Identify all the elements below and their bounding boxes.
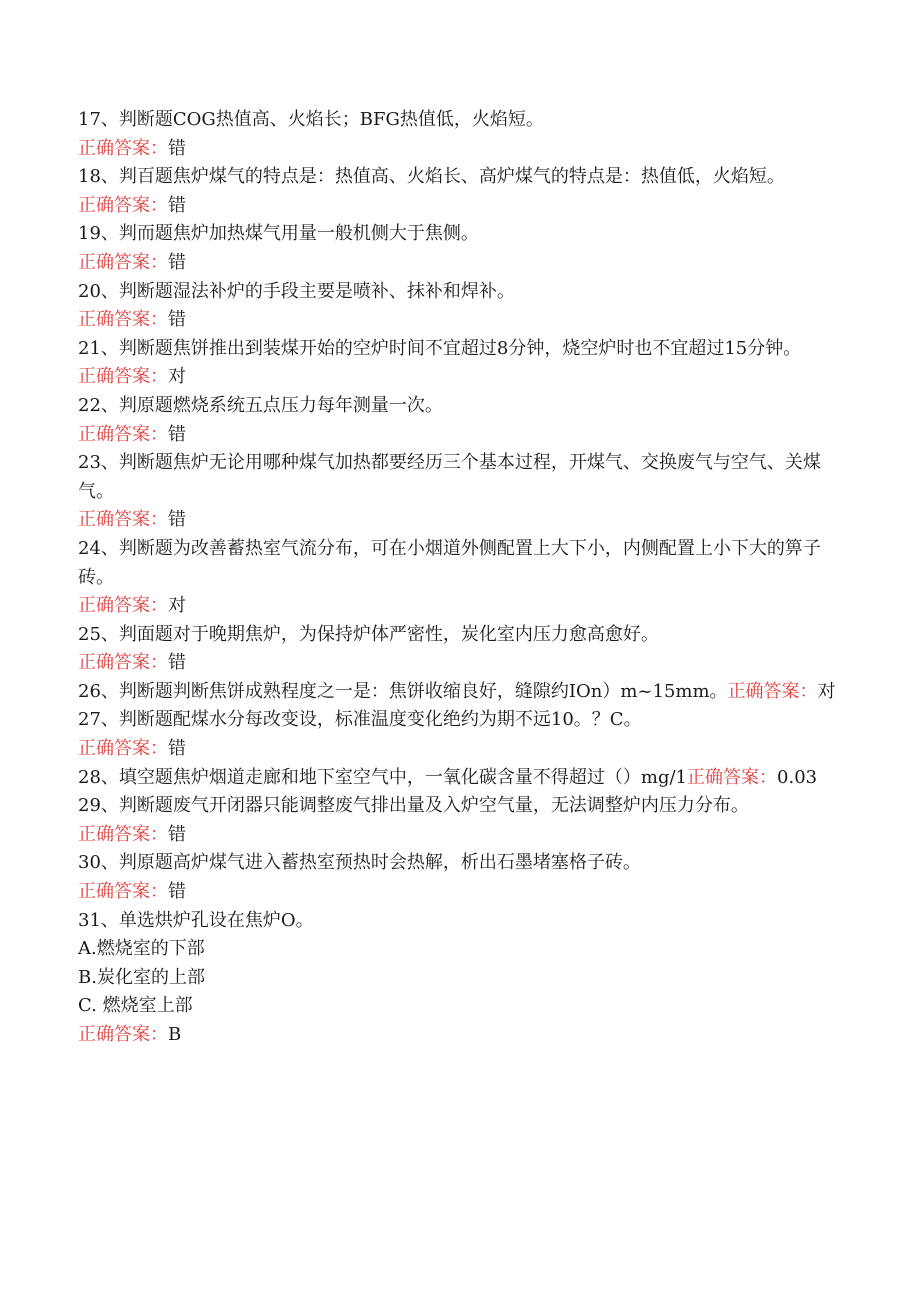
answer-value: B bbox=[168, 1024, 182, 1045]
answer-27 bbox=[78, 735, 840, 764]
question-26-text: 26、判断题判断焦饼成熟程度之一是：焦饼收缩良好，缝隙约IOn）m~15mm。 bbox=[78, 680, 728, 702]
answer-20 bbox=[78, 306, 840, 335]
answer-value: 错 bbox=[168, 652, 186, 674]
answer-label: 正确答案： bbox=[78, 309, 168, 331]
answer-label: 正确答案： bbox=[78, 738, 168, 760]
answer-label: 正确答案： bbox=[78, 137, 168, 159]
question-19: 19、判而题焦炉加热煤气用量一般机侧大于焦侧。 bbox=[78, 223, 479, 245]
answer-value: 错 bbox=[168, 823, 186, 845]
answer-19 bbox=[78, 249, 840, 278]
answer-label: 正确答案： bbox=[78, 823, 168, 845]
question-31: 31、单选烘炉孔设在焦炉O。 bbox=[78, 909, 314, 931]
question-30: 30、判原题高炉煤气进入蓄热室预热时会热解，析出石墨堵塞格子砖。 bbox=[78, 852, 641, 874]
answer-30 bbox=[78, 878, 840, 907]
answer-value: 错 bbox=[168, 423, 186, 445]
question-17: 17、判断题COG热值高、火焰长；BFG热值低，火焰短。 bbox=[78, 109, 544, 130]
answer-29 bbox=[78, 821, 840, 850]
answer-24 bbox=[78, 592, 840, 621]
question-28-text: 28、填空题焦炉烟道走廊和地下室空气中，一氧化碳含量不得超过（）mg/1 bbox=[78, 766, 688, 788]
question-list bbox=[78, 106, 840, 1050]
answer-label: 正确答案： bbox=[78, 251, 168, 273]
option-c: C. 燃烧室上部 bbox=[78, 995, 193, 1017]
question-26 bbox=[78, 678, 840, 707]
answer-label: 正确答案： bbox=[78, 1024, 168, 1045]
question-22: 22、判原题燃烧系统五点压力每年测量一次。 bbox=[78, 394, 443, 416]
answer-25 bbox=[78, 649, 840, 678]
answer-value: 对 bbox=[168, 595, 186, 617]
question-18: 18、判百题焦炉煤气的特点是：热值高、火焰长、高炉煤气的特点是：热值低，火焰短。 bbox=[78, 166, 785, 188]
question-27: 27、判断题配煤水分每改变设，标准温度变化绝约为期不远10。？C。 bbox=[78, 709, 642, 731]
question-28 bbox=[78, 764, 840, 793]
answer-value: 错 bbox=[168, 309, 186, 331]
answer-value: 错 bbox=[168, 509, 186, 531]
answer-value: 错 bbox=[168, 251, 186, 273]
answer-31 bbox=[78, 1021, 840, 1050]
answer-17 bbox=[78, 135, 840, 164]
answer-23 bbox=[78, 506, 840, 535]
question-24: 24、判断题为改善蓄热室气流分布，可在小烟道外侧配置上大下小，内侧配置上小下大的箅子砖。 bbox=[78, 537, 821, 588]
answer-label: 正确答案： bbox=[727, 680, 818, 702]
answer-label: 正确答案： bbox=[78, 509, 168, 531]
answer-label: 正确答案： bbox=[78, 652, 168, 674]
answer-22 bbox=[78, 421, 840, 450]
answer-value: 对 bbox=[168, 366, 186, 388]
answer-value: 错 bbox=[168, 738, 186, 760]
answer-label: 正确答案： bbox=[78, 595, 168, 617]
answer-18 bbox=[78, 192, 840, 221]
question-25: 25、判面题对于晚期焦炉，为保持炉体严密性，炭化室内压力愈高愈好。 bbox=[78, 623, 659, 645]
answer-label: 正确答案： bbox=[78, 423, 168, 445]
answer-value: 对 bbox=[817, 680, 836, 702]
question-23: 23、判断题焦炉无论用哪种煤气加热都要经历三个基本过程，开煤气、交换废气与空气、关煤气。 bbox=[78, 452, 821, 502]
answer-value: 错 bbox=[168, 881, 186, 903]
question-29: 29、判断题废气开闭器只能调整废气排出量及入炉空气量，无法调整炉内压力分布。 bbox=[78, 795, 749, 817]
answer-21 bbox=[78, 363, 840, 392]
question-20: 20、判断题湿法补炉的手段主要是喷补、抹补和焊补。 bbox=[78, 280, 515, 302]
answer-label: 正确答案： bbox=[78, 366, 168, 388]
answer-value: 0.03 bbox=[777, 766, 818, 788]
answer-label: 正确答案： bbox=[78, 881, 168, 903]
answer-value: 错 bbox=[168, 137, 186, 159]
option-a: A.燃烧室的下部 bbox=[78, 938, 205, 960]
answer-label: 正确答案： bbox=[78, 194, 168, 216]
answer-value: 错 bbox=[168, 194, 186, 216]
option-b: B.炭化室的上部 bbox=[78, 966, 205, 988]
question-21: 21、判断题焦饼推出到装煤开始的空炉时间不宜超过8分钟，烧空炉时也不宜超过15分钟。 bbox=[78, 337, 802, 359]
answer-label: 正确答案： bbox=[687, 766, 778, 788]
